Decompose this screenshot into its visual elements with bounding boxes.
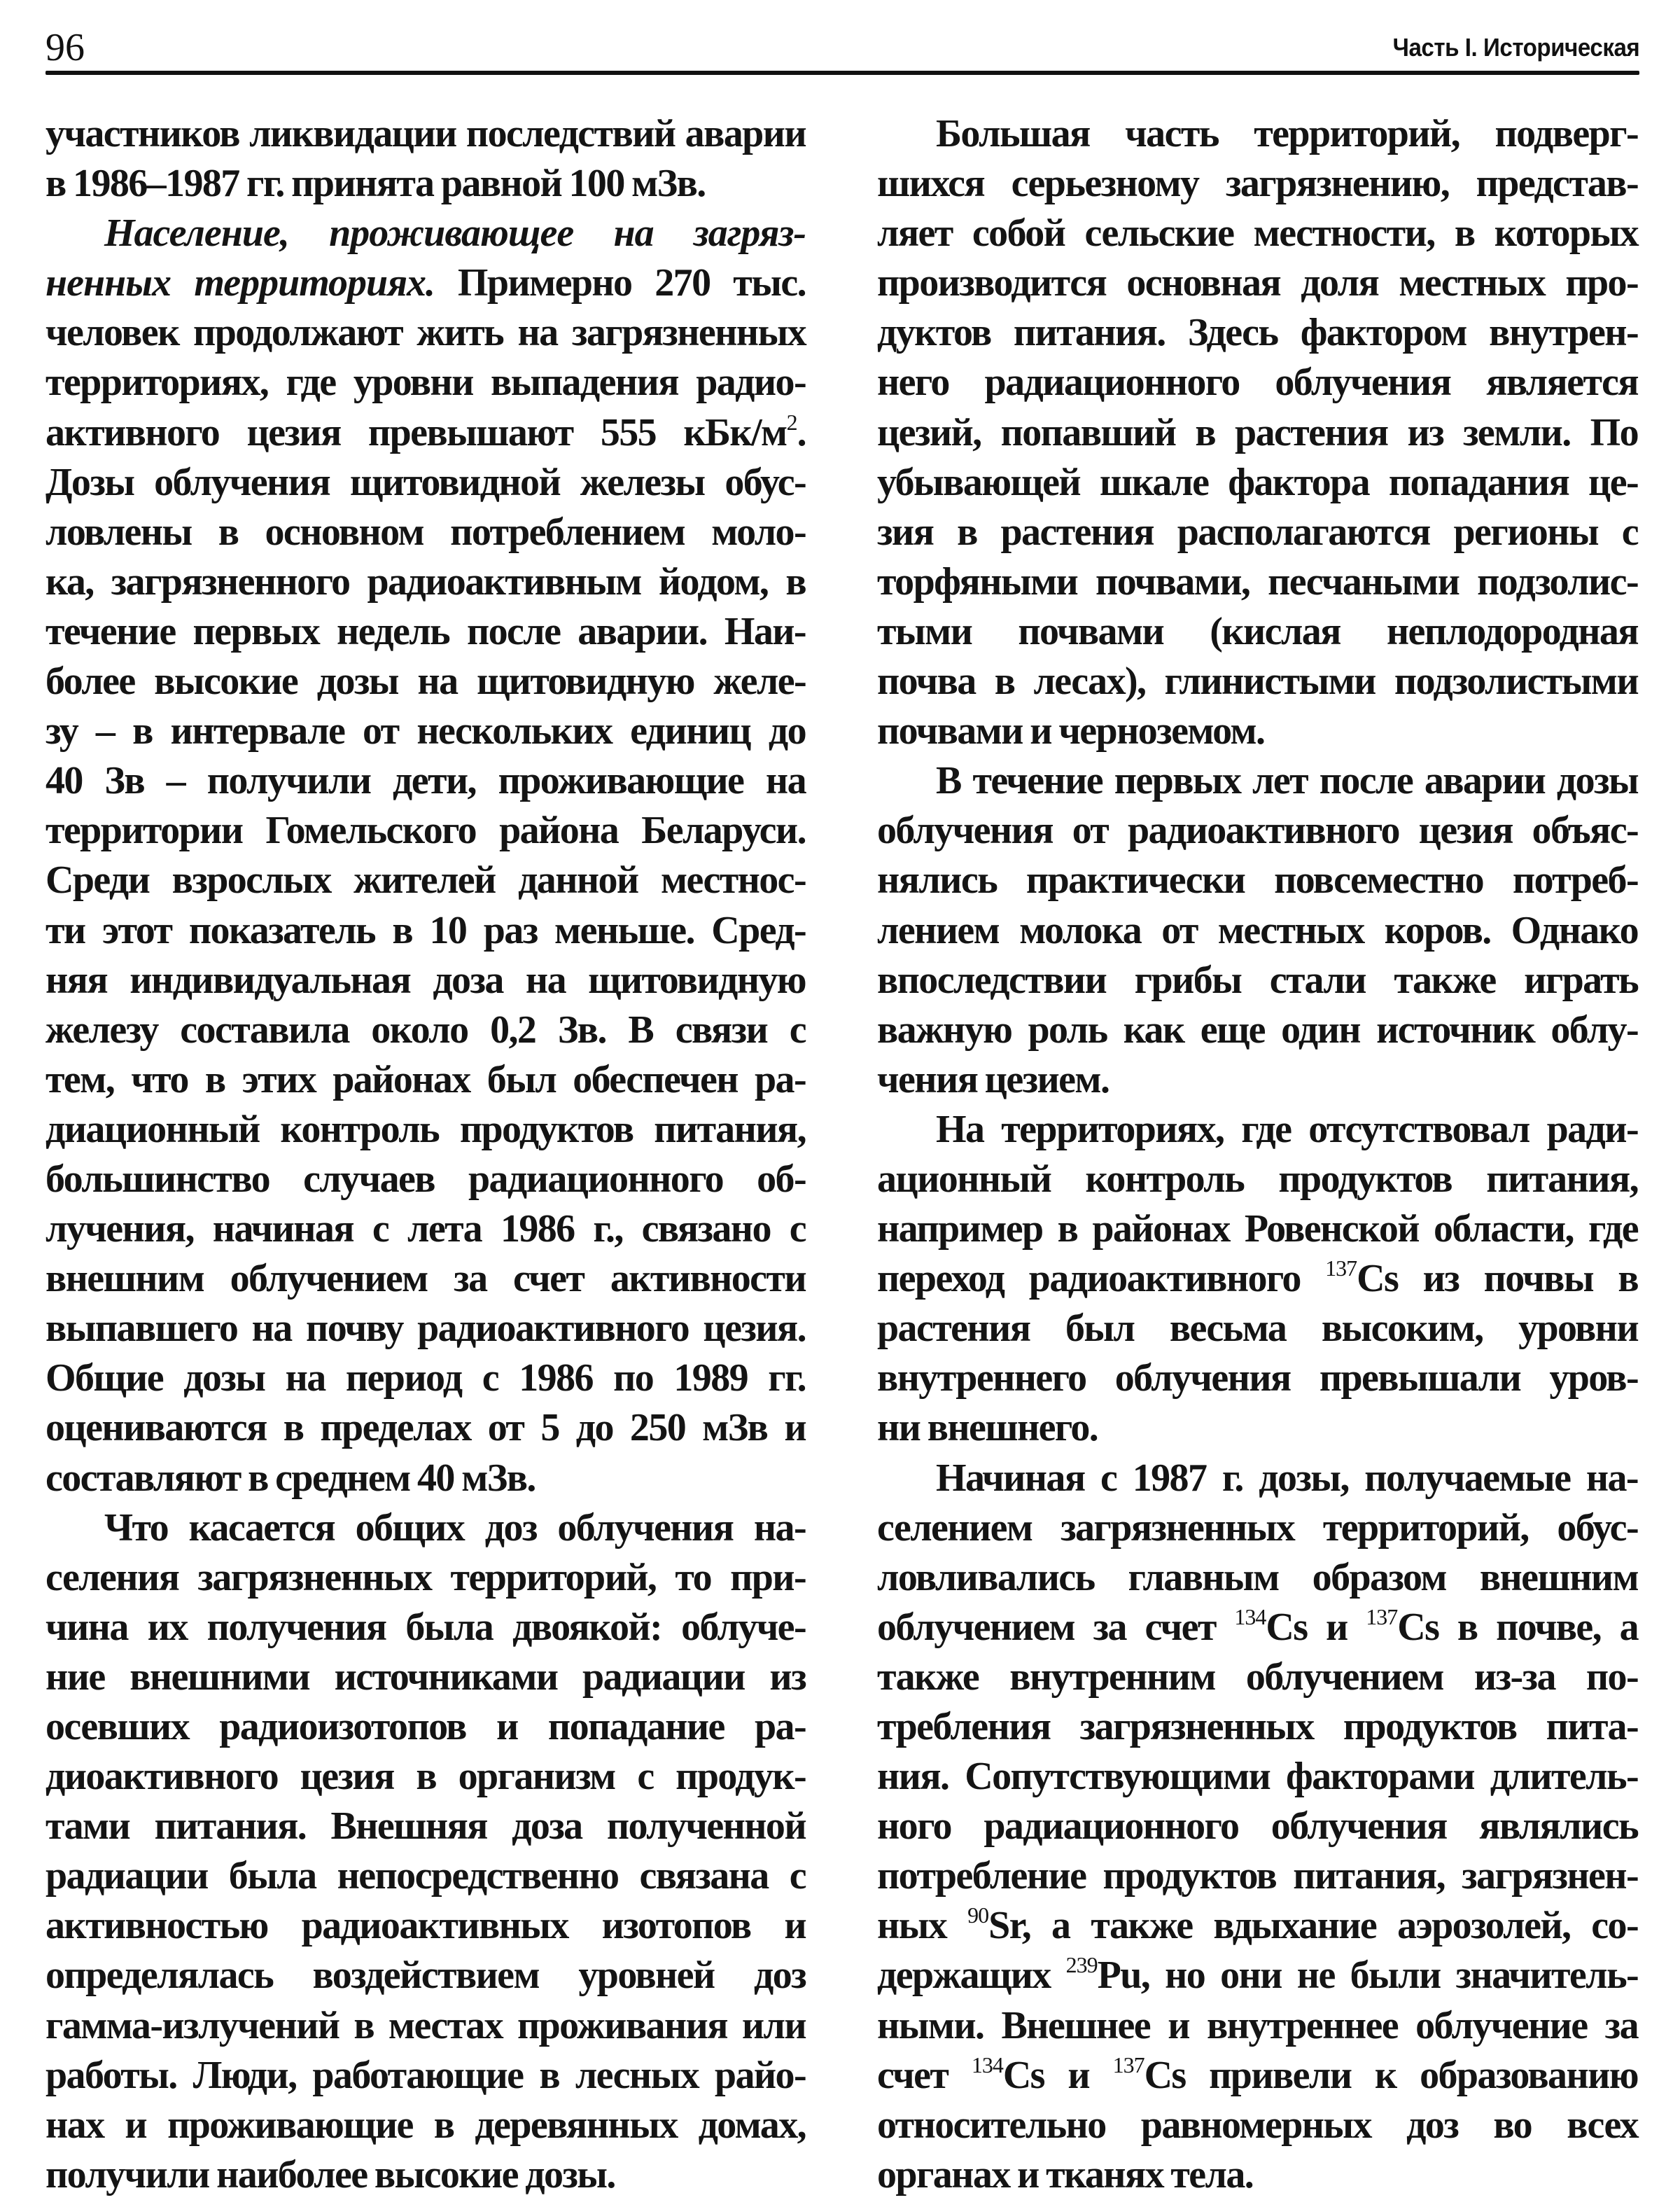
text-run: лучения, начиная с лета 1986 г., связано с [46,1207,806,1251]
text-line [877,1503,1638,1553]
text-run: человек продолжают жить на загрязненных [46,311,806,355]
text-run: Большая часть территорий, подверг- [936,112,1638,155]
text-run: потребление продуктов питания, загрязнен- [877,1854,1638,1898]
text-line [46,1304,806,1353]
text-line [877,557,1638,607]
text-line [877,607,1638,657]
text-run: тем, что в этих районах был обеспечен ра- [46,1057,806,1101]
text-run: селения загрязненных территорий, то при- [46,1555,806,1599]
text-line [877,1454,1638,1503]
text-line [877,2101,1638,2150]
isotope-mass-number: 137 [1366,1603,1398,1629]
text-line [877,358,1638,408]
text-run: гамма-излучений в местах проживания или [46,2003,806,2047]
text-line [46,258,806,308]
text-line [46,806,806,856]
text-run: ловливались главным образом внешним [877,1555,1638,1599]
text-line [46,1005,806,1055]
text-run: няя индивидуальная доза на щитовидную [46,958,806,1002]
text-run: растения был весьма высоким, уровни [877,1307,1638,1351]
text-run: Начиная с 1987 г. дозы, получаемые на- [936,1456,1638,1500]
text-run: . [797,410,806,454]
text-run: Общие дозы на период с 1986 по 1989 гг. [46,1356,806,1400]
text-run: большинство случаев радиационного об- [46,1157,806,1201]
text-run: Cs и [1266,1605,1366,1649]
text-line [877,1702,1638,1752]
text-line [46,2150,806,2200]
text-run: требления загрязненных продуктов пита- [877,1705,1638,1748]
text-run: Pu, но они не были значитель- [1097,1954,1639,1998]
text-run: нах и проживающие в деревянных домах, [46,2103,806,2147]
text-run: ка, загрязненного радиоактивным йодом, в [46,559,806,604]
text-line [877,1005,1638,1055]
text-run: него радиационного облучения является [877,361,1638,405]
text-run: определялась воздействием уровней доз [46,1954,806,1998]
text-run: выпавшего на почву радиоактивного цезия. [46,1307,806,1351]
text-run: чения цезием. [877,1057,1110,1101]
text-run: торфяными почвами, песчаными подзолис- [877,559,1638,604]
text-run: осевших радиоизотопов и попадание ра- [46,1705,806,1748]
text-run: Cs из почвы в [1357,1257,1638,1301]
text-line [46,1105,806,1155]
text-run: дуктов питания. Здесь фактором внутрен- [877,311,1638,355]
text-line [46,2051,806,2101]
text-run: диационный контроль продуктов питания, [46,1107,806,1151]
text-line [46,508,806,557]
isotope-mass-number: 2 [786,409,797,435]
text-line [46,159,806,209]
text-run: 40 Зв – получили дети, проживающие на [46,759,806,803]
text-line [877,706,1638,756]
text-line [877,1105,1638,1155]
text-line [46,308,806,358]
text-line [877,1055,1638,1105]
text-run: Дозы облучения щитовидной железы обус- [46,460,806,504]
text-run: На территориях, где отсутствовал ради- [936,1107,1638,1151]
text-line [877,1403,1638,1453]
italic-run-in-heading: Население, проживающее на загряз- [104,211,806,256]
text-line [46,1553,806,1603]
text-line [877,109,1638,159]
text-run: активностью радиоактивных изотопов и [46,1904,806,1948]
text-run: ние внешними источниками радиации из [46,1655,806,1699]
text-line [46,607,806,657]
text-line [46,1752,806,1802]
text-line [46,1204,806,1254]
text-line [877,806,1638,856]
text-line [46,1254,806,1304]
text-run: радиации была непосредственно связана с [46,1854,806,1898]
text-line [46,756,806,806]
running-title: Часть I. Историческая [1392,33,1639,62]
text-run: Cs в почве, а [1397,1605,1638,1649]
text-line [877,906,1638,956]
text-run: также внутренним облучением из-за по- [877,1655,1638,1699]
text-line [46,1652,806,1702]
text-line [46,2001,806,2051]
text-run: В течение первых лет после аварии дозы [936,759,1638,803]
text-line [46,1702,806,1752]
right-text-column [877,109,1638,2200]
text-line [46,956,806,1005]
text-run: чина их получения была двоякой: облуче- [46,1605,806,1649]
text-run: тами питания. Внешняя доза полученной [46,1804,806,1849]
text-line [46,1403,806,1453]
text-line [46,856,806,905]
text-line [46,557,806,607]
text-run: тыми почвами (кислая неплодородная [877,609,1638,653]
text-line [877,458,1638,508]
text-run: Cs и [1002,2053,1113,2097]
text-run: счет [877,2053,972,2097]
text-run: ационный контроль продуктов питания, [877,1157,1638,1201]
text-run: Среди взрослых жителей данной местнос- [46,858,806,903]
text-run: впоследствии грибы стали также играть [877,958,1638,1002]
text-run: составляют в среднем 40 мЗв. [46,1456,536,1500]
text-line [877,1155,1638,1204]
text-run: активного цезия превышают 555 кБк/м [46,410,787,454]
text-line [46,1901,806,1951]
text-line [877,1652,1638,1702]
text-line [46,657,806,706]
text-run: например в районах Ровенской области, где [877,1207,1638,1251]
isotope-mass-number: 137 [1112,2052,1144,2077]
text-run: Sr, а также вдыхание аэрозолей, со- [988,1904,1638,1948]
text-line [46,706,806,756]
header-rule [46,71,1639,75]
text-run: почвами и черноземом. [877,709,1265,753]
isotope-mass-number: 134 [971,2052,1003,2077]
text-line [46,906,806,956]
text-line [46,109,806,159]
text-line [877,956,1638,1005]
text-run: территориях, где уровни выпадения радио- [46,361,806,405]
text-line [877,1304,1638,1353]
text-run: в 1986–1987 гг. принята равной 100 мЗв. [46,162,706,206]
text-line [877,1353,1638,1403]
text-run: относительно равномерных доз во всех [877,2103,1638,2147]
text-line [46,408,806,458]
text-line [877,308,1638,358]
text-run: течение первых недель после аварии. Наи- [46,609,806,653]
text-line [877,1553,1638,1603]
text-run: ными. Внешнее и внутреннее облучение за [877,2003,1638,2047]
isotope-mass-number: 134 [1234,1603,1266,1629]
text-line [877,1254,1638,1304]
text-run: ных [877,1904,968,1948]
text-line [46,458,806,508]
text-line [46,1155,806,1204]
text-run: органах и тканях тела. [877,2152,1254,2196]
isotope-mass-number: 239 [1065,1952,1098,1978]
text-line [46,1503,806,1553]
text-run: территории Гомельского района Беларуси. [46,809,806,853]
text-run: участников ликвидации последствий аварии [46,112,806,155]
text-run: работы. Люди, работающие в лесных райо- [46,2053,806,2097]
text-line [877,2051,1638,2101]
text-run: лением молока от местных коров. Однако [877,908,1638,952]
text-run: облучения от радиоактивного цезия объяс- [877,809,1638,853]
text-line [877,1752,1638,1802]
text-line [877,1802,1638,1851]
text-line [877,408,1638,458]
text-line [877,508,1638,557]
text-line [46,1951,806,2000]
text-line [877,657,1638,706]
text-line [46,2101,806,2150]
text-line [877,756,1638,806]
text-line [877,159,1638,209]
text-run: ния. Сопутствующими факторами длитель- [877,1755,1638,1799]
text-run: Cs привели к образованию [1144,2053,1638,2097]
text-run: ловлены в основном потреблением моло- [46,510,806,554]
text-run: зу – в интервале от нескольких единиц до [46,709,806,753]
text-line [877,1901,1638,1951]
text-run: производится основная доля местных про- [877,261,1638,305]
text-line [877,1204,1638,1254]
text-run: убывающей шкале фактора попадания це- [877,460,1638,504]
text-run: нялись практически повсеместно потреб- [877,858,1638,903]
text-line [877,1951,1638,2000]
text-line [877,1603,1638,1652]
text-line [46,1603,806,1652]
text-line [46,1055,806,1105]
text-run: важную роль как еще один источник облу- [877,1008,1638,1052]
text-run: внешним облучением за счет активности [46,1257,806,1301]
text-line [46,1802,806,1851]
text-line [877,209,1638,258]
text-run: Примерно 270 тыс. [435,261,806,305]
text-line [46,1353,806,1403]
text-run: более высокие дозы на щитовидную желе- [46,660,806,704]
page-number: 96 [46,26,85,69]
text-run: внутреннего облучения превышали уров- [877,1356,1638,1400]
text-line [877,856,1638,905]
running-header [46,0,1639,78]
text-run: облучением за счет [877,1605,1235,1649]
text-run: получили наиболее высокие дозы. [46,2152,615,2196]
italic-run-in-heading: ненных территориях. [46,261,435,305]
isotope-mass-number: 90 [967,1902,989,1928]
text-run: диоактивного цезия в организм с продук- [46,1755,806,1799]
text-line [877,1851,1638,1901]
text-run: шихся серьезному загрязнению, представ- [877,162,1638,206]
text-run: Что касается общих доз облучения на- [104,1505,806,1550]
text-run: зия в растения располагаются регионы с [877,510,1638,554]
text-run: селением загрязненных территорий, обус- [877,1505,1638,1550]
text-run: почва в лесах), глинистыми подзолистыми [877,660,1638,704]
isotope-mass-number: 137 [1325,1255,1357,1281]
text-run: железу составила около 0,2 Зв. В связи с [46,1008,806,1052]
text-line [46,358,806,408]
left-text-column [46,109,806,2200]
text-line [877,2150,1638,2200]
text-line [877,2001,1638,2051]
text-line [877,258,1638,308]
text-run: держащих [877,1954,1066,1998]
text-run: ного радиационного облучения являлись [877,1804,1638,1849]
text-run: ти этот показатель в 10 раз меньше. Сред- [46,908,806,952]
text-line [46,1454,806,1503]
text-line [46,209,806,258]
text-run: оцениваются в пределах от 5 до 250 мЗв и [46,1406,806,1450]
text-run: цезий, попавший в растения из земли. По [877,410,1638,454]
text-run: ни внешнего. [877,1406,1098,1450]
text-run: ляет собой сельские местности, в которых [877,211,1638,256]
text-run: переход радиоактивного [877,1257,1326,1301]
text-line [46,1851,806,1901]
